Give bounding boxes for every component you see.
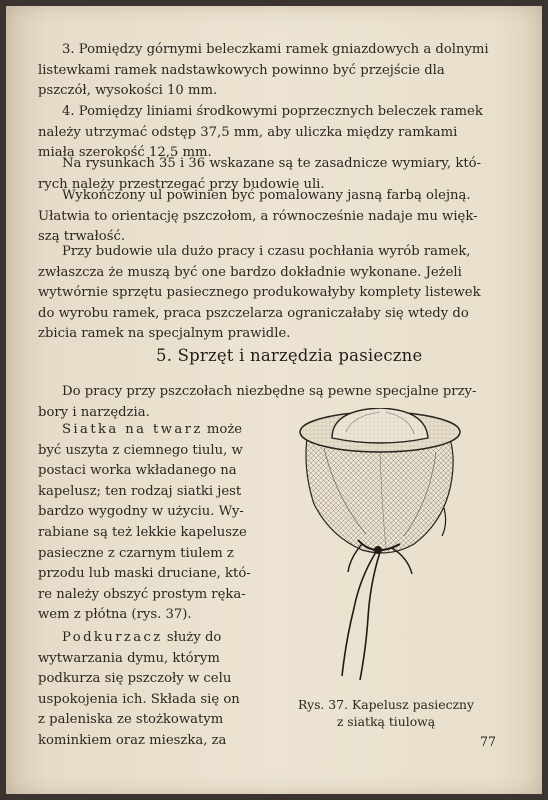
text-line: zwłaszcza że muszą być one bardzo dokładnie wykonane. Jeżeli [38, 264, 462, 280]
term-siatka: Siatka na twarz [62, 422, 203, 437]
text-line: pszczół, wysokości 10 mm. [38, 83, 218, 99]
text-line: może [202, 422, 243, 437]
text-line: przodu lub maski druciane, któ- [38, 566, 251, 582]
paragraph-podkurzacz [38, 628, 274, 752]
text-line: 3. Pomiędzy górnymi beleczkami ramek gniazdowych a dolnymi [62, 42, 489, 57]
text-line: kapelusz; ten rodzaj siatki jest [38, 483, 242, 499]
text-line: podkurza się pszczoły w celu [38, 671, 232, 687]
text-line: postaci worka wkładanego na [38, 463, 237, 479]
text-line: rabiane są też lekkie kapelusze [38, 524, 247, 540]
text-line: wytwarzania dymu, którym [38, 650, 220, 666]
text-line: Wykończony ul powinien być pomalowany jasną farbą olejną. [62, 188, 471, 203]
book-page [6, 6, 542, 794]
paragraph-frames [38, 242, 488, 345]
term-podkurzacz: Podkurzacz [62, 630, 163, 645]
paragraph-3 [38, 40, 488, 102]
text-line: bory i narzędzia. [38, 404, 150, 420]
text-line: re należy obszyć prostym ręka- [38, 586, 246, 602]
text-line: Do pracy przy pszczołach niezbędne są pewne specjalne przy- [62, 384, 477, 399]
text-line: należy utrzymać odstęp 37,5 mm, aby uliczka między ramkami [38, 124, 458, 140]
text-line: bardzo wygodny w użyciu. Wy- [38, 504, 244, 520]
section-heading: 5. Sprzęt i narzędzia pasieczne [156, 346, 423, 365]
figure-caption [296, 696, 476, 730]
text-line: rych należy przestrzegać przy budowie uli. [38, 176, 325, 192]
text-line: być uszyta z ciemnego tiulu, w [38, 442, 243, 458]
text-line: wytwórnie sprzętu pasiecznego produkowałyby komplety listewek [38, 285, 481, 301]
text-line: do wyrobu ramek, praca pszczelarza ograniczałaby się wtedy do [38, 305, 469, 321]
text-line: listewkami ramek nadstawkowych powinno być przejście dla [38, 62, 445, 78]
text-line: wem z płótna (rys. 37). [38, 607, 192, 623]
text-line: uspokojenia ich. Składa się on [38, 691, 240, 707]
text-line: służy do [162, 630, 222, 645]
text-line: 4. Pomiędzy liniami środkowymi poprzecznych beleczek ramek [62, 104, 483, 119]
text-line: szą trwałość. [38, 229, 126, 245]
text-line: Ułatwia to orientację pszczołom, a równocześnie nadaje mu więk- [38, 208, 478, 224]
text-line: Przy budowie ula dużo pracy i czasu pochłania wyrób ramek, [62, 244, 471, 259]
text-line: Na rysunkach 35 i 36 wskazane są te zasadnicze wymiary, któ- [62, 156, 482, 171]
text-line: z paleniska ze stożkowatym [38, 712, 224, 728]
text-line: kominkiem oraz mieszka, za [38, 732, 227, 748]
beekeeper-hat-veil-illustration [296, 408, 466, 683]
text-line: pasieczne z czarnym tiulem z [38, 545, 234, 561]
text-line: zbicia ramek na specjalnym prawidle. [38, 326, 291, 342]
paragraph-painting [38, 186, 488, 248]
page-number: 77 [480, 734, 497, 749]
paragraph-siatka [38, 420, 274, 626]
caption-line: Rys. 37. Kapelusz pasieczny [297, 697, 475, 712]
text-line: miała szerokość 12,5 mm. [38, 145, 212, 161]
caption-line: z siatką tiulową [336, 714, 436, 729]
